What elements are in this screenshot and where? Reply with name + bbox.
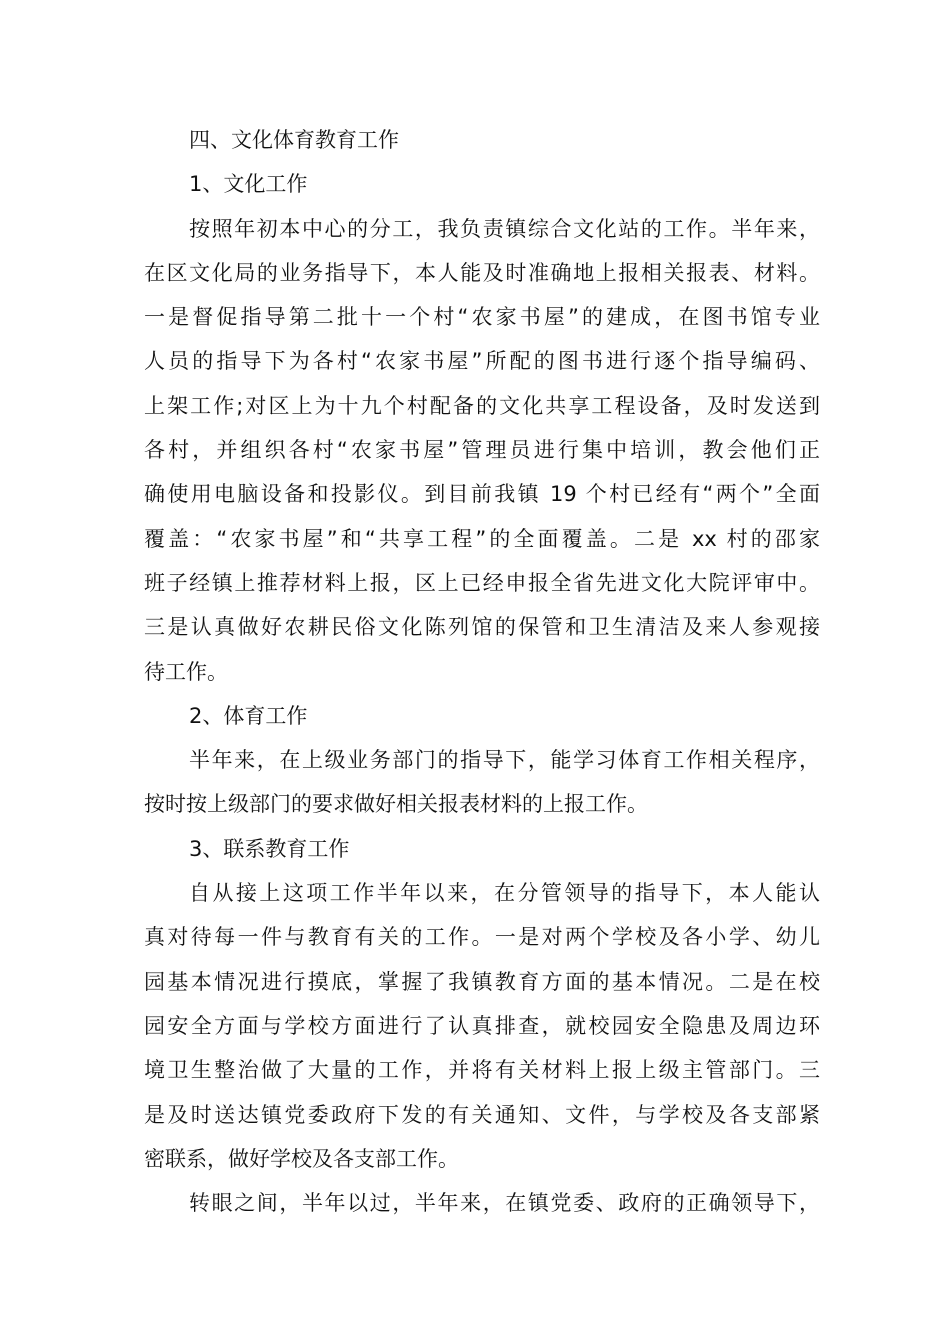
text-line: 2、体育工作 xyxy=(189,703,308,728)
text-line: 3、联系教育工作 xyxy=(189,836,350,861)
text-line: 半年来，在上级业务部门的指导下，能学习体育工作相关程序， xyxy=(189,748,820,773)
text-line: 密联系，做好学校及各支部工作。 xyxy=(144,1146,459,1171)
text-line: 班子经镇上推荐材料上报，区上已经申报全省先进文化大院评审中。 xyxy=(144,570,820,595)
text-line: 上架工作;对区上为十九个村配备的文化共享工程设备，及时发送到 xyxy=(144,393,820,418)
text-line: 是及时送达镇党委政府下发的有关通知、文件，与学校及各支部紧 xyxy=(144,1102,820,1127)
text-line: 三是认真做好农耕民俗文化陈列馆的保管和卫生清洁及来人参观接 xyxy=(144,615,820,640)
text-line: 转眼之间，半年以过，半年来，在镇党委、政府的正确领导下， xyxy=(189,1191,820,1216)
document-body xyxy=(144,118,820,1225)
text-line: 按时按上级部门的要求做好相关报表材料的上报工作。 xyxy=(144,792,648,817)
text-line: 人员的指导下为各村“农家书屋”所配的图书进行逐个指导编码、 xyxy=(144,349,820,374)
text-line: 自从接上这项工作半年以来，在分管领导的指导下，本人能认 xyxy=(189,881,820,906)
text-line: 四、文化体育教育工作 xyxy=(189,128,399,152)
text-line: 覆盖：“农家书屋”和“共享工程”的全面覆盖。二是 xx 村的邵家 xyxy=(144,526,820,551)
text-line: 1、文化工作 xyxy=(189,172,308,197)
text-line: 一是督促指导第二批十一个村“农家书屋”的建成，在图书馆专业 xyxy=(144,305,820,330)
text-line: 在区文化局的业务指导下，本人能及时准确地上报相关报表、材料。 xyxy=(144,260,820,285)
text-line: 确使用电脑设备和投影仪。到目前我镇 19 个村已经有“两个”全面 xyxy=(144,482,820,507)
text-line: 按照年初本中心的分工，我负责镇综合文化站的工作。半年来， xyxy=(189,216,820,241)
text-line: 园安全方面与学校方面进行了认真排查，就校园安全隐患及周边环 xyxy=(144,1013,820,1038)
text-line: 各村，并组织各村“农家书屋”管理员进行集中培训，教会他们正 xyxy=(144,438,820,463)
text-line: 待工作。 xyxy=(144,659,228,684)
text-line: 境卫生整治做了大量的工作，并将有关材料上报上级主管部门。三 xyxy=(144,1058,820,1083)
text-line: 真对待每一件与教育有关的工作。一是对两个学校及各小学、幼儿 xyxy=(144,925,820,950)
text-line: 园基本情况进行摸底，掌握了我镇教育方面的基本情况。二是在校 xyxy=(144,969,820,994)
